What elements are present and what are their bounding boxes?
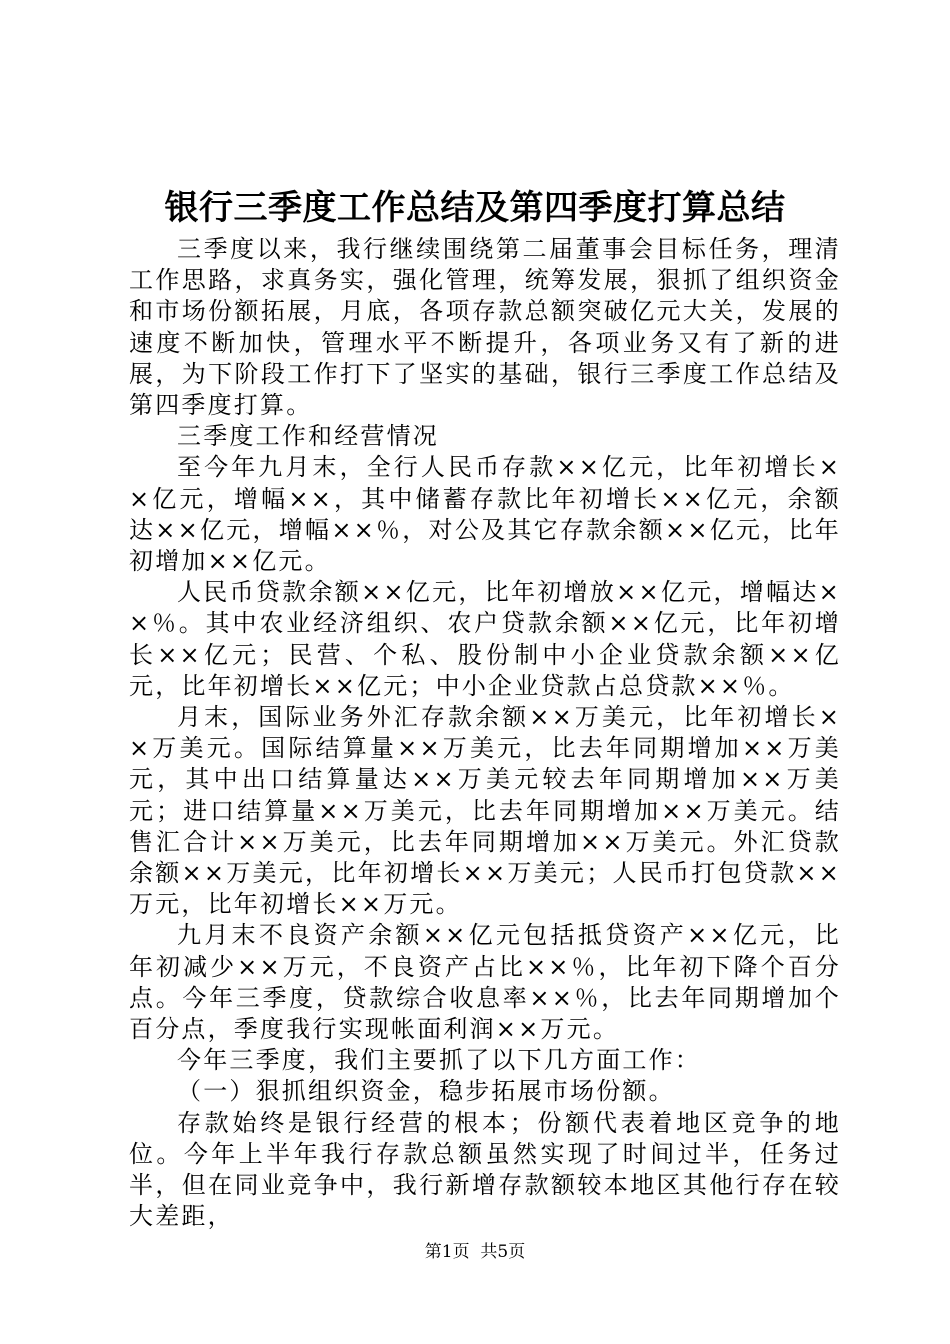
paragraph-international: 月末，国际业务外汇存款余额××万美元，比年初增长××万美元。国际结算量××万美元，比去年同期增加××万美元，其中出口结算量达××万美元较去年同期增加××万美元；进口结算量××万美元，比去年同期增加××万美元。结售汇合计××万美元，比去年同期增加××万美元。外汇贷款余额××万美元，比年初增长××万美元；人民币打包贷款××万元，比年初增长××万元。 <box>129 703 841 919</box>
paragraph-loans: 人民币贷款余额××亿元，比年初增放××亿元，增幅达××％。其中农业经济组织、农户贷款余额××亿元，比年初增长××亿元；民营、个私、股份制中小企业贷款余额××亿元，比年初增长××亿元；中小企业贷款占总贷款××％。 <box>129 578 841 700</box>
paragraph-deposits: 至今年九月末，全行人民币存款××亿元，比年初增长××亿元，增幅××，其中储蓄存款比年初增长××亿元，余额达××亿元，增幅××％，对公及其它存款余额××亿元，比年初增加××亿元。 <box>129 453 841 576</box>
document-title: 银行三季度工作总结及第四季度打算总结 <box>164 188 786 228</box>
paragraph-work-intro: 今年三季度，我们主要抓了以下几方面工作： <box>177 1046 701 1075</box>
subsection-heading: （一）狠抓组织资金，稳步拓展市场份额。 <box>177 1077 675 1106</box>
paragraph-intro: 三季度以来，我行继续围绕第二届董事会目标任务，理清工作思路，求真务实，强化管理，统筹发展，狠抓了组织资金和市场份额拓展，月底，各项存款总额突破亿元大关，发展的速度不断加快，管理水平不断提升，各项业务又有了新的进展，为下阶段工作打下了坚实的基础，银行三季度工作总结及第四季度打算。 <box>129 235 841 420</box>
section-heading: 三季度工作和经营情况 <box>177 422 439 451</box>
page-footer: 第1页 共5页 <box>424 1242 526 1262</box>
document-body <box>129 234 841 1233</box>
paragraph-deposit-fundamentals: 存款始终是银行经营的根本；份额代表着地区竞争的地位。今年上半年我行存款总额虽然实现了时间过半，任务过半，但在同业竞争中，我行新增存款额较本地区其他行存在较大差距， <box>129 1108 841 1231</box>
paragraph-nonperforming: 九月末不良资产余额××亿元包括抵贷资产××亿元，比年初减少××万元，不良资产占比××％，比年初下降个百分点。今年三季度，贷款综合收息率××％，比去年同期增加个百分点，季度我行实现帐面利润××万元。 <box>129 921 841 1044</box>
